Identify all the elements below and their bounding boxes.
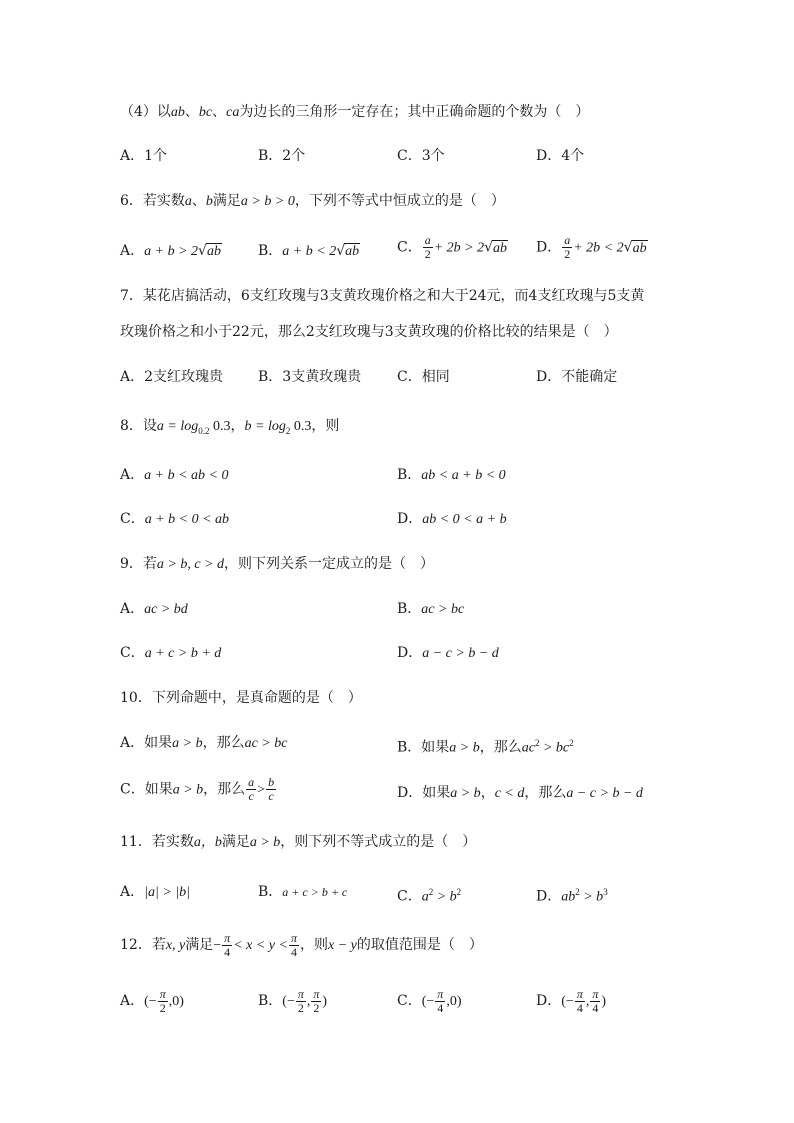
q12-a-minus: − — [148, 994, 157, 1009]
q9-a-expr: ac > bd — [144, 602, 188, 617]
q12-minus: − — [213, 938, 222, 953]
q6-a-radicand: ab — [206, 244, 221, 259]
q12-a-frac — [158, 988, 168, 1015]
q12-a-comma: , — [168, 994, 173, 1009]
q9-condition: a > b, c > d — [156, 557, 225, 572]
q8-b-base: 2 — [285, 425, 291, 436]
q12-option-c[interactable] — [397, 986, 461, 1017]
q6-d-radicand: ab — [632, 240, 647, 256]
q5-text-pre: （4）以 — [120, 104, 171, 120]
q6-label-d: D． — [536, 239, 562, 256]
q9-option-a[interactable] — [120, 599, 188, 620]
q12-pi-2: π — [290, 930, 297, 945]
q10-d-cond2: c < d — [494, 786, 525, 801]
q8-label-d: D． — [397, 511, 423, 527]
q8-label-c: C． — [120, 511, 145, 527]
q5-text-post: 为边长的三角形一定存在；其中正确命题的个数为（ ） — [239, 104, 590, 120]
sqrt-sign: √ — [484, 239, 494, 256]
q7-option-d[interactable]: D．不能确定 — [536, 369, 618, 385]
q12-label-d: D． — [536, 993, 562, 1009]
q10-b-res-b: > bc — [539, 740, 570, 756]
q6-option-d[interactable] — [536, 234, 648, 261]
q7-option-b[interactable]: B．3支黄玫瑰贵 — [258, 369, 362, 385]
q12-c-four: 4 — [437, 1000, 444, 1015]
q9-label-d: D． — [397, 645, 423, 661]
q11-label-b: B． — [258, 884, 283, 900]
q10-c-mid: ，那么 — [203, 781, 246, 798]
q6-c-radicand: ab — [493, 240, 508, 256]
q12-b-two1: 2 — [297, 1000, 304, 1015]
q6-option-b[interactable] — [258, 241, 360, 262]
q6-stem — [120, 191, 720, 212]
q6-label-b: B． — [258, 243, 283, 259]
q9-b-expr: ac > bc — [421, 602, 465, 617]
q10-c-den2: c — [268, 789, 274, 803]
q11-option-b[interactable] — [258, 882, 347, 902]
q10-c-num2: b — [268, 775, 275, 789]
q12-text-pre: 12．若 — [120, 937, 166, 953]
q11-a-expr: |a| > |b| — [144, 885, 190, 900]
q6-label-a: A． — [120, 243, 145, 259]
q12-text-post1: ，则 — [299, 937, 328, 953]
q6-label-c: C． — [397, 239, 422, 256]
q12-d-frac1 — [575, 988, 585, 1015]
q8-b-expr-text: ab < a + b < 0 — [421, 468, 506, 483]
q12-option-d[interactable] — [536, 986, 606, 1017]
q10-option-c[interactable] — [120, 776, 277, 803]
q8-option-c[interactable] — [120, 509, 229, 530]
q12-label-c: C． — [397, 993, 422, 1009]
q11-c-exp2: 2 — [456, 887, 462, 897]
q9-option-c[interactable] — [120, 643, 221, 664]
q8-text-post: ，则 — [311, 418, 340, 434]
q11-d-a: ab — [561, 889, 576, 905]
q11-c-exp1: 2 — [428, 887, 434, 897]
q12-c-comma: , — [446, 994, 450, 1009]
q12-b-minus: − — [286, 994, 295, 1009]
q9-label-c: C． — [120, 645, 145, 661]
q12-d-minus: − — [565, 994, 574, 1009]
q10-d-pre: D．如果 — [397, 785, 451, 801]
q10-option-b[interactable] — [397, 733, 574, 759]
q12-d-lp: ( — [561, 994, 566, 1009]
q10-b-mid: ，那么 — [479, 739, 522, 756]
q6-option-c[interactable] — [397, 234, 508, 261]
q12-stem — [120, 930, 720, 961]
q12-d-pi2: π — [592, 986, 599, 1001]
q9-c-expr: a + c > b + d — [144, 646, 222, 661]
q11-option-c[interactable] — [397, 882, 461, 908]
q6-b-radicand: ab — [345, 244, 360, 259]
q12-b-rp: ) — [322, 994, 328, 1009]
q10-b-pre: B．如果 — [397, 739, 450, 756]
q6-d-fraction — [562, 234, 572, 261]
q7-option-a[interactable]: A．2支红玫瑰贵 — [120, 369, 224, 385]
q8-option-b[interactable] — [397, 465, 506, 486]
q10-c-cond: a > b — [172, 782, 204, 798]
q11-vars: a，b — [193, 835, 222, 850]
q8-option-a[interactable] — [120, 465, 228, 486]
q12-label-b: B． — [258, 993, 283, 1009]
q10-c-den1: c — [248, 789, 254, 803]
q11-d-exp2: 3 — [603, 887, 608, 897]
q8-label-a: A． — [120, 467, 145, 483]
q9-d-expr: a − c > b − d — [422, 646, 499, 661]
q6-var-a: a — [184, 194, 192, 209]
q9-stem — [120, 554, 720, 575]
q10-d-mid: ，那么 — [524, 785, 567, 801]
q10-b-cond: a > b — [449, 740, 480, 756]
q11-label-c: C． — [397, 888, 422, 905]
q11-label-a: A． — [120, 884, 145, 900]
q8-a-expr-text: a + b < ab < 0 — [144, 468, 229, 483]
q6-d-expr: + 2b < 2 — [573, 240, 624, 256]
q12-c-zero: 0 — [449, 994, 457, 1009]
q7-option-c[interactable]: C．相同 — [397, 369, 450, 385]
q8-option-d[interactable] — [397, 509, 507, 530]
q5-sep2: 、 — [212, 104, 227, 120]
q10-option-d[interactable] — [397, 783, 643, 804]
q10-a-cond: a > b — [172, 736, 203, 751]
q11-stem — [120, 832, 720, 853]
q12-a-two: 2 — [159, 1000, 166, 1015]
q10-a-mid: ，那么 — [202, 735, 245, 751]
q12-b-lp: ( — [282, 994, 287, 1009]
q11-option-d[interactable] — [536, 882, 608, 908]
q10-a-pre: A．如果 — [120, 735, 173, 751]
q10-c-frac2 — [266, 776, 276, 803]
q12-d-four1: 4 — [576, 1000, 583, 1015]
q6-text-post: ，下列不等式中恒成立的是（ ） — [294, 193, 505, 209]
q12-four-1: 4 — [224, 944, 231, 959]
q7-stem-line2: 玫瑰价格之和小于22元，那么2支红玫瑰与3支黄玫瑰的价格比较的结果是（ ） — [120, 324, 618, 340]
q8-stem — [120, 416, 720, 441]
q11-option-a[interactable] — [120, 882, 190, 903]
q6-b-expr: a + b < 2 — [282, 244, 337, 259]
q12-text-post2: 的取值范围是（ ） — [356, 937, 483, 953]
q11-label-d: D． — [536, 888, 562, 905]
sqrt-sign: √ — [336, 243, 346, 259]
q5-ab: ab — [170, 105, 185, 120]
q8-c-expr-text: a + b < 0 < ab — [144, 512, 230, 527]
q6-condition: a > b > 0 — [240, 194, 295, 209]
q10-c-num1: a — [248, 775, 255, 789]
q12-expr: x − y — [327, 938, 357, 953]
q12-b-pi1: π — [297, 986, 304, 1001]
q5-option-a[interactable]: A．1个 — [120, 148, 168, 164]
q12-c-lp: ( — [421, 994, 427, 1009]
q8-b-arg: 0.3 — [290, 419, 312, 434]
q6-text-pre: 6．若实数 — [120, 193, 185, 209]
q12-option-b[interactable] — [258, 986, 327, 1017]
q12-a-pi: π — [159, 986, 166, 1001]
q11-cond: a > b — [249, 835, 281, 850]
q7-stem-line1: 7．某花店搞活动，6支红玫瑰与3支黄玫瑰价格之和大于24元，而4支红玫瑰与5支黄 — [120, 288, 645, 304]
q5-option-d[interactable]: D．4个 — [536, 148, 585, 164]
q11-d-exp1: 2 — [575, 887, 580, 897]
q12-a-zero: 0 — [172, 994, 180, 1009]
q10-c-gt: > — [257, 782, 266, 798]
q12-a-lp: ( — [144, 994, 149, 1009]
q12-c-frac — [435, 988, 445, 1015]
q12-d-four2: 4 — [592, 1000, 599, 1015]
q12-pi-1: π — [224, 930, 231, 945]
q10-c-pre: C．如果 — [120, 781, 173, 798]
q6-c-fraction — [423, 234, 433, 261]
q8-label-b: B． — [397, 467, 422, 483]
q5-statement-4 — [120, 102, 720, 123]
q9-label-b: B． — [397, 601, 422, 617]
q11-c-mid: > b — [433, 889, 457, 905]
q12-vars: x, y — [165, 938, 186, 953]
q8-a-arg: 0.3 — [209, 419, 231, 434]
q6-var-b: b — [205, 194, 213, 209]
q11-text-pre: 11．若实数 — [120, 834, 194, 850]
q12-d-frac2 — [590, 988, 600, 1015]
q6-a-expr: a + b > 2 — [144, 244, 199, 259]
q11-d-mid: > b — [579, 889, 604, 905]
q5-option-c[interactable]: C．3个 — [397, 148, 445, 164]
q10-b-res-a: ac — [521, 740, 535, 756]
q10-d-cond1: a > b — [450, 786, 481, 801]
q12-ineq: < x < y < — [233, 938, 288, 953]
q12-c-pi: π — [437, 986, 444, 1001]
q11-text-post: ，则下列不等式成立的是（ ） — [280, 834, 477, 850]
q6-c-expr: + 2b > 2 — [433, 240, 485, 256]
sqrt-sign: √ — [623, 239, 633, 256]
q8-b-expr: b = log — [244, 419, 286, 434]
q9-text-post: ，则下列关系一定成立的是（ ） — [224, 556, 435, 572]
q10-b-exp2: 2 — [569, 738, 574, 748]
q6-mid: 满足 — [212, 193, 241, 209]
q5-option-b[interactable]: B．2个 — [258, 148, 306, 164]
q8-a-base: 0.2 — [198, 425, 210, 436]
q9-text-pre: 9．若 — [120, 556, 157, 572]
q10-stem: 10．下列命题中，是真命题的是（ ） — [120, 690, 362, 706]
q5-bc: bc — [198, 105, 213, 120]
q12-b-frac2 — [311, 988, 321, 1015]
q12-d-pi1: π — [576, 986, 583, 1001]
q12-d-comma: , — [585, 994, 590, 1009]
q9-option-d[interactable] — [397, 643, 499, 664]
q6-d-num: a — [564, 233, 571, 247]
q12-a-rp: ) — [179, 994, 184, 1009]
q8-a-expr: a = log — [156, 419, 199, 434]
q5-ca: ca — [226, 105, 240, 120]
q12-b-frac1 — [296, 988, 306, 1015]
q8-d-expr-text: ab < 0 < a + b — [422, 512, 507, 527]
q6-c-num: a — [424, 233, 431, 247]
q10-b-exp1: 2 — [534, 738, 540, 748]
q6-option-a[interactable] — [120, 241, 222, 262]
q12-label-a: A． — [120, 993, 145, 1009]
q12-mid: 满足 — [185, 937, 214, 953]
q10-d-sep: ， — [480, 785, 495, 801]
q5-sep1: 、 — [184, 104, 199, 120]
sqrt-sign: √ — [198, 243, 207, 259]
q12-c-rp: ) — [456, 994, 462, 1009]
q12-d-rp: ) — [601, 994, 607, 1009]
q12-option-a[interactable] — [120, 986, 184, 1017]
q12-frac-right — [289, 932, 299, 959]
q11-c-a: a — [421, 889, 429, 905]
q9-label-a: A． — [120, 601, 145, 617]
q12-four-2: 4 — [290, 944, 297, 959]
q10-option-a[interactable] — [120, 733, 287, 754]
q6-c-den: 2 — [424, 247, 431, 261]
q9-option-b[interactable] — [397, 599, 464, 620]
q6-sep: 、 — [191, 193, 206, 209]
q12-b-comma: , — [306, 994, 311, 1009]
q10-c-frac1 — [246, 776, 256, 803]
q8-sep: ， — [230, 418, 245, 434]
q10-a-res: ac > bc — [244, 736, 288, 751]
q10-d-res: a − c > b − d — [566, 786, 643, 801]
q12-c-minus: − — [426, 994, 435, 1009]
q11-b-expr: a + c > b + c — [282, 885, 348, 899]
q6-d-den: 2 — [564, 247, 571, 261]
q12-b-two2: 2 — [313, 1000, 320, 1015]
q12-b-pi2: π — [313, 986, 320, 1001]
q8-text-pre: 8．设 — [120, 418, 157, 434]
q11-mid: 满足 — [221, 834, 250, 850]
q12-frac-left — [222, 932, 232, 959]
